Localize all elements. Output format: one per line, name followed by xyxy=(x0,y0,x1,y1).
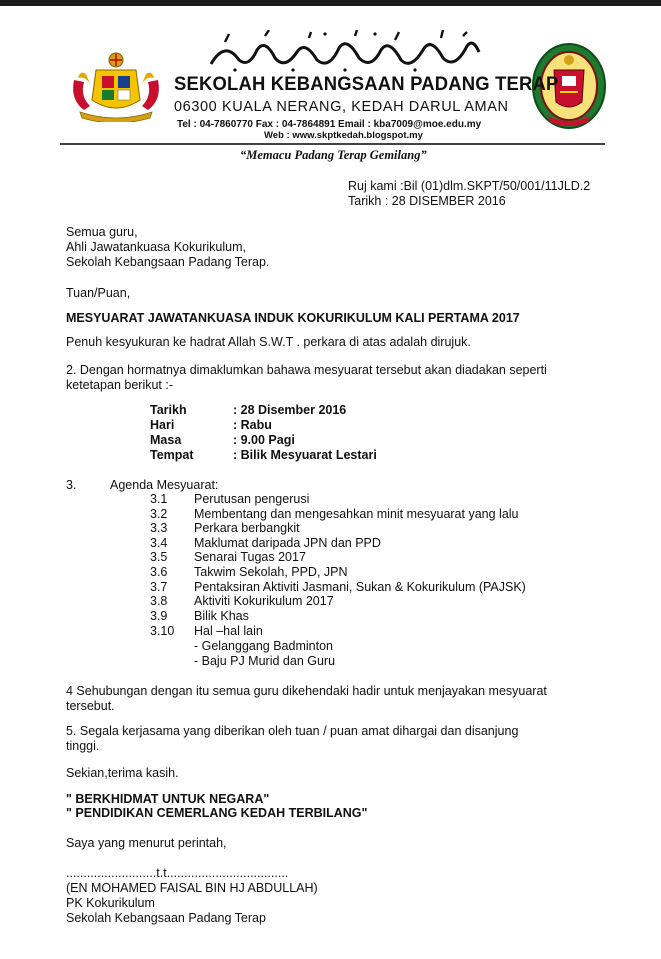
agenda-item-text: Senarai Tugas 2017 xyxy=(194,550,306,564)
agenda-subitem: - Gelanggang Badminton xyxy=(194,639,333,653)
school-motto: “Memacu Padang Terap Gemilang” xyxy=(240,148,427,162)
top-dark-border xyxy=(0,0,661,6)
detail-value-tarikh: : 28 Disember 2016 xyxy=(233,403,347,417)
closing: Sekian,terima kasih. xyxy=(66,766,179,780)
signatory-name: (EN MOHAMED FAISAL BIN HJ ABDULLAH) xyxy=(66,881,318,895)
slogan-2: " PENDIDIKAN CEMERLANG KEDAH TERBILANG" xyxy=(66,806,368,820)
school-address: 06300 KUALA NERANG, KEDAH DARUL AMAN xyxy=(174,99,509,115)
paragraph-5-line-1: 5. Segala kerjasama yang diberikan oleh tuan / puan amat dihargai dan disanjung xyxy=(66,724,519,738)
agenda-item-text: Membentang dan mengesahkan minit mesyuarat yang lalu xyxy=(194,507,519,521)
signoff: Saya yang menurut perintah, xyxy=(66,836,227,850)
agenda-item-num: 3.10 xyxy=(150,624,175,638)
paragraph-2-line-1: 2. Dengan hormatnya dimaklumkan bahawa mesyuarat tersebut akan diadakan seperti xyxy=(66,363,547,377)
school-website: Web : www.skptkedah.blogspot.my xyxy=(264,130,423,141)
agenda-subitem: - Baju PJ Murid dan Guru xyxy=(194,654,336,668)
agenda-item-text: Perkara berbangkit xyxy=(194,521,300,535)
detail-label-tempat: Tempat xyxy=(150,448,194,462)
paragraph-5-line-2: tinggi. xyxy=(66,739,100,753)
agenda-item-text: Hal –hal lain xyxy=(194,624,263,638)
agenda-item-num: 3.9 xyxy=(150,609,168,623)
detail-label-hari: Hari xyxy=(150,418,175,432)
jawi-name-text xyxy=(205,30,206,31)
agenda-item-text: Bilik Khas xyxy=(194,609,249,623)
recipient-line-2: Ahli Jawatankuasa Kokurikulum, xyxy=(66,240,246,254)
agenda-heading: Agenda Mesyuarat: xyxy=(110,478,219,492)
agenda-item-num: 3.8 xyxy=(150,594,168,608)
agenda-item-num: 3.4 xyxy=(150,536,168,550)
detail-value-tempat: : Bilik Mesyuarat Lestari xyxy=(233,448,377,462)
signatory-school: Sekolah Kebangsaan Padang Terap xyxy=(66,911,266,925)
paragraph-1: Penuh kesyukuran ke hadrat Allah S.W.T . perkara di atas adalah dirujuk. xyxy=(66,335,471,349)
agenda-number: 3. xyxy=(66,478,77,492)
reference-number: Ruj kami :Bil (01)dlm.SKPT/50/001/11JLD.2 xyxy=(348,179,591,193)
detail-value-hari: : Rabu xyxy=(233,418,272,432)
detail-label-tarikh: Tarikh xyxy=(150,403,187,417)
agenda-item-num: 3.7 xyxy=(150,580,168,594)
paragraph-2-line-2: ketetapan berikut :- xyxy=(66,378,174,392)
recipient-line-3: Sekolah Kebangsaan Padang Terap. xyxy=(66,255,270,269)
detail-value-masa: : 9.00 Pagi xyxy=(233,433,295,447)
detail-label-masa: Masa xyxy=(150,433,182,447)
agenda-item-num: 3.1 xyxy=(150,492,168,506)
recipient-line-1: Semua guru, xyxy=(66,225,138,239)
school-name-heading: SEKOLAH KEBANGSAAN PADANG TERAP xyxy=(174,74,559,95)
salutation: Tuan/Puan, xyxy=(66,286,131,300)
paragraph-4-line-2: tersebut. xyxy=(66,699,115,713)
agenda-item-text: Pentaksiran Aktiviti Jasmani, Sukan & Kokurikulum (PAJSK) xyxy=(194,580,526,594)
letterhead-divider xyxy=(60,143,605,145)
reference-date: Tarikh : 28 DISEMBER 2016 xyxy=(348,194,506,208)
agenda-item-text: Perutusan pengerusi xyxy=(194,492,310,506)
slogan-1: " BERKHIDMAT UNTUK NEGARA" xyxy=(66,792,270,806)
letter-subject: MESYUARAT JAWATANKUASA INDUK KOKURIKULUM KALI PERTAMA 2017 xyxy=(66,311,520,325)
agenda-item-num: 3.2 xyxy=(150,507,168,521)
kedah-state-crest-logo xyxy=(66,50,166,122)
signatory-position: PK Kokurikulum xyxy=(66,896,155,910)
paragraph-4-line-1: 4 Sehubungan dengan itu semua guru dikehendaki hadir untuk menjayakan mesyuarat xyxy=(66,684,547,698)
signature-line: ..........................t.t................................... xyxy=(66,866,289,880)
agenda-item-text: Aktiviti Kokurikulum 2017 xyxy=(194,594,334,608)
agenda-item-num: 3.5 xyxy=(150,550,168,564)
agenda-item-num: 3.6 xyxy=(150,565,168,579)
agenda-item-num: 3.3 xyxy=(150,521,168,535)
school-contact: Tel : 04-7860770 Fax : 04-7864891 Email : kba7009@moe.edu.my xyxy=(177,119,482,130)
agenda-item-text: Maklumat daripada JPN dan PPD xyxy=(194,536,381,550)
jawi-school-name-calligraphy xyxy=(205,30,485,74)
agenda-item-text: Takwim Sekolah, PPD, JPN xyxy=(194,565,348,579)
